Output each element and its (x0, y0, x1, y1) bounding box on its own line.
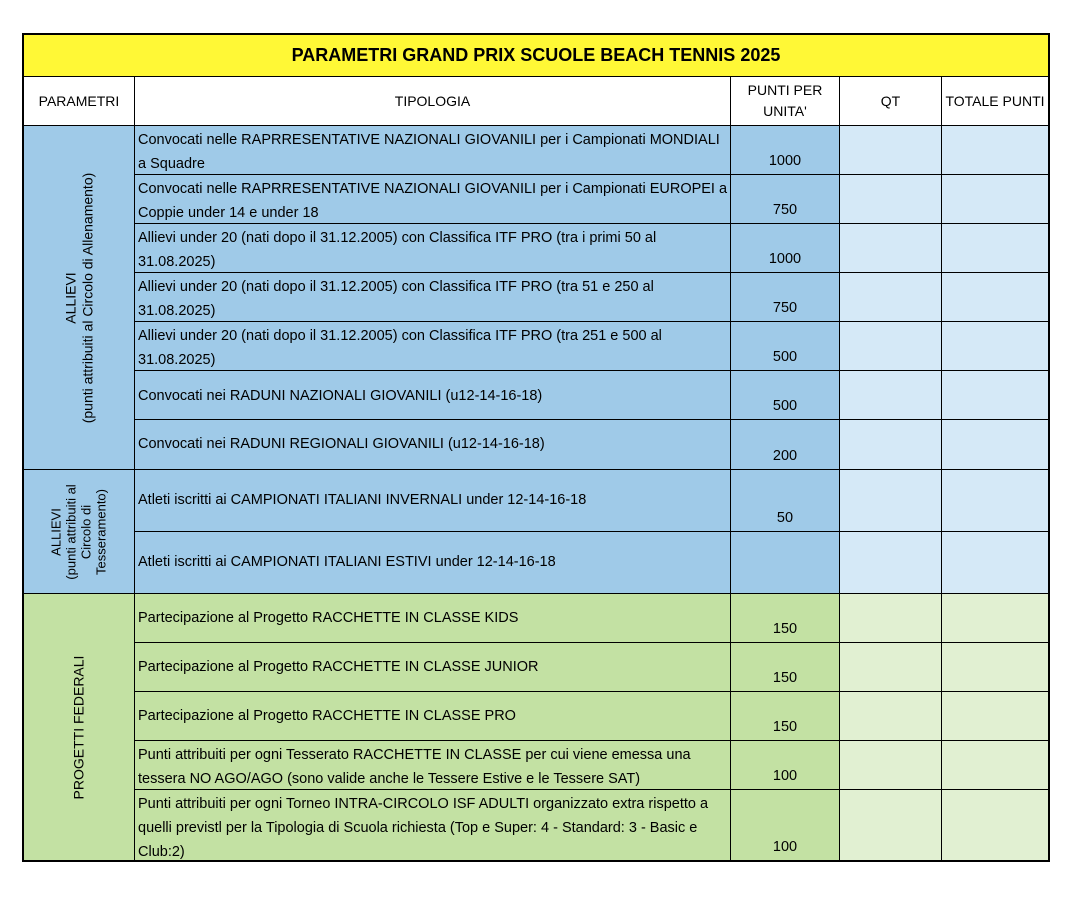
row-11-totale (942, 643, 1048, 692)
row-2-qt-input[interactable] (840, 175, 942, 224)
row-1-description: Convocati nelle RAPRRESENTATIVE NAZIONALI GIOVANILI per i Campionati MONDIALI a Squadre (135, 126, 731, 175)
row-10-qt-input[interactable] (840, 594, 942, 643)
header-punti-per-unita: PUNTI PER UNITA' (731, 77, 840, 126)
row-14-totale (942, 790, 1048, 860)
row-3-totale (942, 224, 1048, 273)
group-label-allievi-tesseramento (24, 470, 135, 594)
row-13-description: Punti attribuiti per ogni Tesserato RACCHETTE IN CLASSE per cui viene emessa una tessera NO AGO/AGO (sono valide anche le Tessere Estive e le Tessere SAT) (135, 741, 731, 790)
row-7-points: 200 (731, 420, 840, 470)
parameters-table (22, 33, 1050, 862)
row-12-points: 150 (731, 692, 840, 741)
header-tipologia: TIPOLOGIA (135, 77, 731, 126)
row-14-points: 100 (731, 790, 840, 860)
row-8-totale (942, 470, 1048, 532)
row-6-qt-input[interactable] (840, 371, 942, 420)
row-4-points: 750 (731, 273, 840, 322)
row-8-qt-input[interactable] (840, 470, 942, 532)
row-6-totale (942, 371, 1048, 420)
row-4-totale (942, 273, 1048, 322)
group-label-text: ALLIEVI (punti attribuiti al Circolo di Tesseramento) (48, 483, 109, 580)
row-7-qt-input[interactable] (840, 420, 942, 470)
row-5-qt-input[interactable] (840, 322, 942, 371)
row-10-description: Partecipazione al Progetto RACCHETTE IN CLASSE KIDS (135, 594, 731, 643)
row-12-qt-input[interactable] (840, 692, 942, 741)
row-11-points: 150 (731, 643, 840, 692)
group-label-text: PROGETTI FEDERALI (70, 655, 87, 799)
row-9-totale (942, 532, 1048, 594)
row-12-totale (942, 692, 1048, 741)
row-1-points: 1000 (731, 126, 840, 175)
row-6-description: Convocati nei RADUNI NAZIONALI GIOVANILI (u12-14-16-18) (135, 371, 731, 420)
row-4-qt-input[interactable] (840, 273, 942, 322)
row-8-points: 50 (731, 470, 840, 532)
row-9-description: Atleti iscritti ai CAMPIONATI ITALIANI ESTIVI under 12-14-16-18 (135, 532, 731, 594)
table-title: PARAMETRI GRAND PRIX SCUOLE BEACH TENNIS 2025 (24, 35, 1048, 77)
row-7-totale (942, 420, 1048, 470)
row-13-points: 100 (731, 741, 840, 790)
row-5-totale (942, 322, 1048, 371)
group-label-text: ALLIEVI (punti attribuiti al Circolo di Allenamento) (62, 172, 96, 423)
row-14-description: Punti attribuiti per ogni Torneo INTRA-CIRCOLO ISF ADULTI organizzato extra rispetto a quelli previstl per la Tipologia di Scuola richiesta (Top e Super: 4 - Standard: 3 - Basic e Club:2) (135, 790, 731, 860)
row-9-qt-input[interactable] (840, 532, 942, 594)
row-1-qt-input[interactable] (840, 126, 942, 175)
row-3-points: 1000 (731, 224, 840, 273)
header-totale-punti: TOTALE PUNTI (942, 77, 1048, 126)
row-10-totale (942, 594, 1048, 643)
row-11-qt-input[interactable] (840, 643, 942, 692)
row-5-points: 500 (731, 322, 840, 371)
row-2-description: Convocati nelle RAPRRESENTATIVE NAZIONALI GIOVANILI per i Campionati EUROPEI a Coppie under 14 e under 18 (135, 175, 731, 224)
row-3-description: Allievi under 20 (nati dopo il 31.12.2005) con Classifica ITF PRO (tra i primi 50 al 31.08.2025) (135, 224, 731, 273)
group-label-allievi-allenamento (24, 126, 135, 470)
row-2-points: 750 (731, 175, 840, 224)
row-9-points (731, 532, 840, 594)
header-qt: QT (840, 77, 942, 126)
group-label-progetti-federali (24, 594, 135, 860)
row-6-points: 500 (731, 371, 840, 420)
row-12-description: Partecipazione al Progetto RACCHETTE IN CLASSE PRO (135, 692, 731, 741)
row-13-totale (942, 741, 1048, 790)
row-2-totale (942, 175, 1048, 224)
row-8-description: Atleti iscritti ai CAMPIONATI ITALIANI INVERNALI under 12-14-16-18 (135, 470, 731, 532)
header-parametri: PARAMETRI (24, 77, 135, 126)
row-14-qt-input[interactable] (840, 790, 942, 860)
row-3-qt-input[interactable] (840, 224, 942, 273)
row-13-qt-input[interactable] (840, 741, 942, 790)
row-4-description: Allievi under 20 (nati dopo il 31.12.2005) con Classifica ITF PRO (tra 51 e 250 al 31.08.2025) (135, 273, 731, 322)
row-7-description: Convocati nei RADUNI REGIONALI GIOVANILI (u12-14-16-18) (135, 420, 731, 470)
row-1-totale (942, 126, 1048, 175)
row-10-points: 150 (731, 594, 840, 643)
row-5-description: Allievi under 20 (nati dopo il 31.12.2005) con Classifica ITF PRO (tra 251 e 500 al 31.08.2025) (135, 322, 731, 371)
row-11-description: Partecipazione al Progetto RACCHETTE IN CLASSE JUNIOR (135, 643, 731, 692)
